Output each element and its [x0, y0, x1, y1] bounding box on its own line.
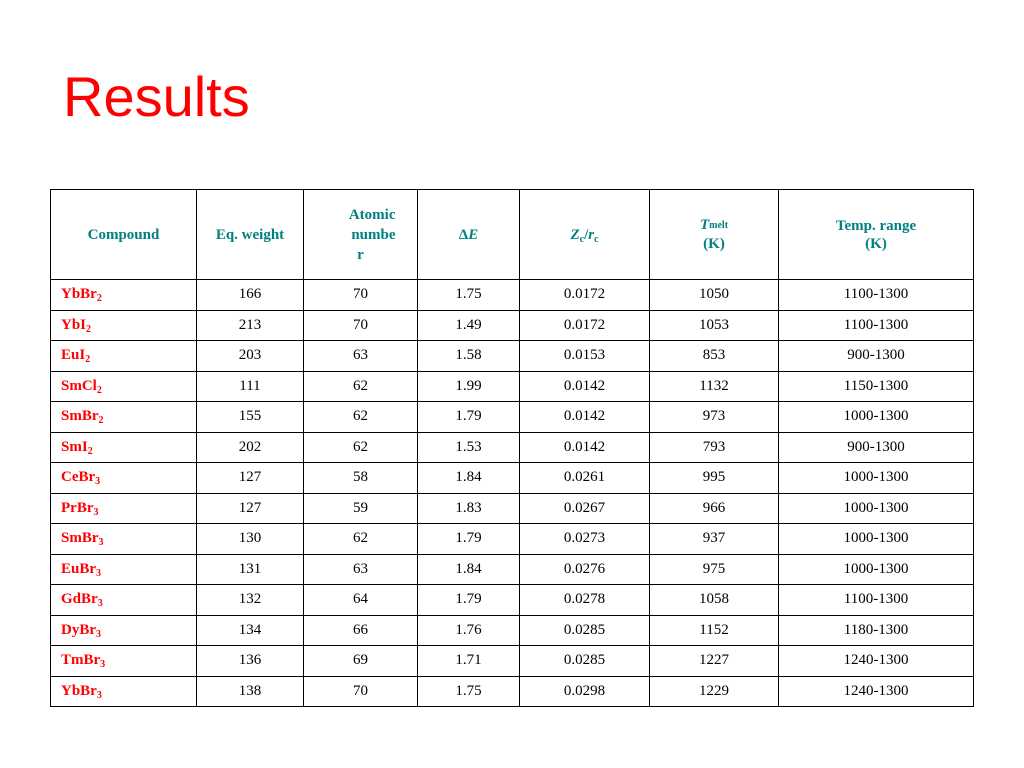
slide-title: Results: [63, 65, 250, 128]
zc-rc-cell: 0.0142: [520, 432, 650, 463]
tmelt-unit: (K): [703, 236, 725, 252]
temp-range-cell: 1240-1300: [779, 676, 974, 707]
atomic-number-cell: 62: [304, 432, 418, 463]
delta-e-cell: 1.76: [418, 615, 520, 646]
compound-cell: [51, 554, 197, 585]
table-row: [51, 585, 974, 616]
atomic-number-cell: 62: [304, 524, 418, 555]
atomic-number-cell: 62: [304, 371, 418, 402]
zr-slash: /: [584, 226, 589, 243]
temp-range-line2: (K): [865, 235, 887, 252]
t-melt-cell: 853: [650, 341, 779, 372]
t-melt-cell: 966: [650, 493, 779, 524]
compound-formula: SmBr: [61, 408, 99, 425]
compound-cell: [51, 341, 197, 372]
atomic-number-cell: 70: [304, 280, 418, 311]
temp-range-cell: 1000-1300: [779, 554, 974, 585]
compound-formula: TmBr: [61, 652, 101, 669]
t-melt-cell: 1152: [650, 615, 779, 646]
compound-formula: SmBr: [61, 530, 99, 547]
compound-formula: GdBr: [61, 591, 98, 608]
zr-r: r: [588, 226, 595, 243]
table-row: [51, 524, 974, 555]
zc-rc-cell: 0.0276: [520, 554, 650, 585]
eq-weight-cell: 131: [197, 554, 304, 585]
atomic-number-cell: 69: [304, 646, 418, 677]
eq-weight-cell: 111: [197, 371, 304, 402]
eq-weight-cell: 155: [197, 402, 304, 433]
temp-range-cell: 1150-1300: [779, 371, 974, 402]
zc-rc-cell: 0.0142: [520, 371, 650, 402]
table-header: [51, 190, 974, 280]
table-row: [51, 463, 974, 494]
compound-formula: YbI: [61, 316, 87, 333]
compound-subscript: 3: [96, 628, 101, 640]
compound-cell: [51, 646, 197, 677]
atomic-number-cell: 58: [304, 463, 418, 494]
temp-range-cell: 1100-1300: [779, 310, 974, 341]
t-melt-cell: 937: [650, 524, 779, 555]
header-eq-weight: Eq. weight: [197, 190, 304, 280]
temp-range-line1: Temp. range: [835, 217, 917, 234]
temp-range-cell: 1240-1300: [779, 646, 974, 677]
delta-e-cell: 1.75: [418, 280, 520, 311]
table-row: [51, 371, 974, 402]
zc-rc-cell: 0.0267: [520, 493, 650, 524]
table-body: [51, 280, 974, 707]
header-t-melt: [650, 190, 779, 280]
eq-weight-cell: 132: [197, 585, 304, 616]
compound-subscript: 3: [96, 567, 102, 579]
compound-subscript: 2: [96, 293, 102, 305]
delta-e-cell: 1.79: [418, 524, 520, 555]
eq-weight-cell: 203: [197, 341, 304, 372]
compound-cell: [51, 585, 197, 616]
temp-range-cell: 1000-1300: [779, 463, 974, 494]
t-melt-cell: 793: [650, 432, 779, 463]
compound-subscript: 3: [93, 506, 99, 518]
delta-e-cell: 1.83: [418, 493, 520, 524]
compound-formula: SmCl: [61, 377, 97, 394]
delta-symbol: Δ: [458, 226, 469, 243]
delta-e-cell: 1.79: [418, 585, 520, 616]
temp-range-cell: 1000-1300: [779, 402, 974, 433]
eq-weight-cell: 134: [197, 615, 304, 646]
compound-formula: EuI: [61, 347, 86, 364]
t-melt-cell: 1229: [650, 676, 779, 707]
delta-var: E: [468, 226, 479, 243]
zr-rsub: c: [594, 233, 599, 245]
compound-cell: [51, 493, 197, 524]
header-compound: Compound: [51, 190, 197, 280]
compound-subscript: 3: [97, 598, 103, 610]
eq-weight-cell: 166: [197, 280, 304, 311]
compound-subscript: 3: [95, 476, 101, 488]
compound-cell: [51, 280, 197, 311]
temp-range-cell: 1180-1300: [779, 615, 974, 646]
table-row: [51, 615, 974, 646]
compound-subscript: 2: [98, 415, 104, 427]
table-row: [51, 493, 974, 524]
compound-subscript: 2: [85, 354, 91, 366]
atomic-number-cell: 64: [304, 585, 418, 616]
compound-cell: [51, 676, 197, 707]
table-row: [51, 432, 974, 463]
zc-rc-cell: 0.0142: [520, 402, 650, 433]
header-atomic-line1: Atomic: [348, 206, 396, 223]
t-melt-cell: 1132: [650, 371, 779, 402]
temp-range-cell: 1100-1300: [779, 585, 974, 616]
zr-zsub: c: [579, 233, 585, 245]
delta-e-cell: 1.75: [418, 676, 520, 707]
compound-subscript: 3: [100, 659, 106, 671]
header-atomic-line3: r: [357, 246, 364, 263]
compound-subscript: 3: [96, 689, 102, 701]
compound-cell: [51, 615, 197, 646]
zr-z: Z: [570, 226, 580, 243]
header-atomic-line2: numbe: [351, 226, 396, 243]
compound-cell: [51, 524, 197, 555]
compound-cell: [51, 371, 197, 402]
compound-formula: EuBr: [61, 560, 97, 577]
zc-rc-cell: 0.0172: [520, 280, 650, 311]
t-melt-cell: 1050: [650, 280, 779, 311]
compound-subscript: 2: [86, 323, 92, 335]
eq-weight-cell: 202: [197, 432, 304, 463]
delta-e-cell: 1.84: [418, 463, 520, 494]
compound-subscript: 3: [98, 537, 104, 549]
atomic-number-cell: 63: [304, 341, 418, 372]
atomic-number-cell: 63: [304, 554, 418, 585]
zc-rc-cell: 0.0278: [520, 585, 650, 616]
compound-formula: YbBr: [61, 682, 97, 699]
temp-range-cell: 1000-1300: [779, 493, 974, 524]
zc-rc-cell: 0.0273: [520, 524, 650, 555]
compound-formula: SmI: [61, 438, 88, 455]
header-atomic-number: [304, 190, 418, 280]
eq-weight-cell: 127: [197, 463, 304, 494]
header-temp-range: [779, 190, 974, 280]
atomic-number-cell: 70: [304, 676, 418, 707]
table-row: [51, 402, 974, 433]
compound-formula: YbBr: [61, 286, 97, 303]
t-melt-cell: 1053: [650, 310, 779, 341]
temp-range-cell: 900-1300: [779, 432, 974, 463]
delta-e-cell: 1.58: [418, 341, 520, 372]
header-delta-e: [418, 190, 520, 280]
compound-cell: [51, 310, 197, 341]
t-melt-cell: 973: [650, 402, 779, 433]
atomic-number-cell: 59: [304, 493, 418, 524]
t-melt-cell: 1227: [650, 646, 779, 677]
delta-e-cell: 1.49: [418, 310, 520, 341]
zc-rc-cell: 0.0172: [520, 310, 650, 341]
zc-rc-cell: 0.0285: [520, 646, 650, 677]
eq-weight-cell: 136: [197, 646, 304, 677]
delta-e-cell: 1.53: [418, 432, 520, 463]
delta-e-cell: 1.79: [418, 402, 520, 433]
header-zc-rc: [520, 190, 650, 280]
table-row: [51, 341, 974, 372]
compound-cell: [51, 402, 197, 433]
zc-rc-cell: 0.0261: [520, 463, 650, 494]
compound-formula: DyBr: [61, 621, 96, 638]
atomic-number-cell: 66: [304, 615, 418, 646]
t-melt-cell: 975: [650, 554, 779, 585]
results-table: [50, 189, 974, 707]
atomic-number-cell: 62: [304, 402, 418, 433]
table-row: [51, 310, 974, 341]
delta-e-cell: 1.99: [418, 371, 520, 402]
temp-range-cell: 1000-1300: [779, 524, 974, 555]
eq-weight-cell: 130: [197, 524, 304, 555]
table-row: [51, 280, 974, 311]
eq-weight-cell: 213: [197, 310, 304, 341]
table-row: [51, 676, 974, 707]
atomic-number-cell: 70: [304, 310, 418, 341]
table-row: [51, 554, 974, 585]
eq-weight-cell: 127: [197, 493, 304, 524]
compound-subscript: 2: [96, 384, 102, 396]
temp-range-cell: 900-1300: [779, 341, 974, 372]
delta-e-cell: 1.84: [418, 554, 520, 585]
eq-weight-cell: 138: [197, 676, 304, 707]
table-row: [51, 646, 974, 677]
t-melt-cell: 1058: [650, 585, 779, 616]
compound-formula: PrBr: [61, 499, 94, 516]
zc-rc-cell: 0.0153: [520, 341, 650, 372]
compound-cell: [51, 463, 197, 494]
t-melt-cell: 995: [650, 463, 779, 494]
compound-cell: [51, 432, 197, 463]
tmelt-sub: melt: [709, 220, 729, 231]
header-row: [51, 190, 974, 280]
tmelt-t: T: [699, 217, 710, 233]
zc-rc-cell: 0.0285: [520, 615, 650, 646]
zc-rc-cell: 0.0298: [520, 676, 650, 707]
compound-formula: CeBr: [61, 469, 96, 486]
compound-subscript: 2: [87, 445, 93, 457]
delta-e-cell: 1.71: [418, 646, 520, 677]
temp-range-cell: 1100-1300: [779, 280, 974, 311]
